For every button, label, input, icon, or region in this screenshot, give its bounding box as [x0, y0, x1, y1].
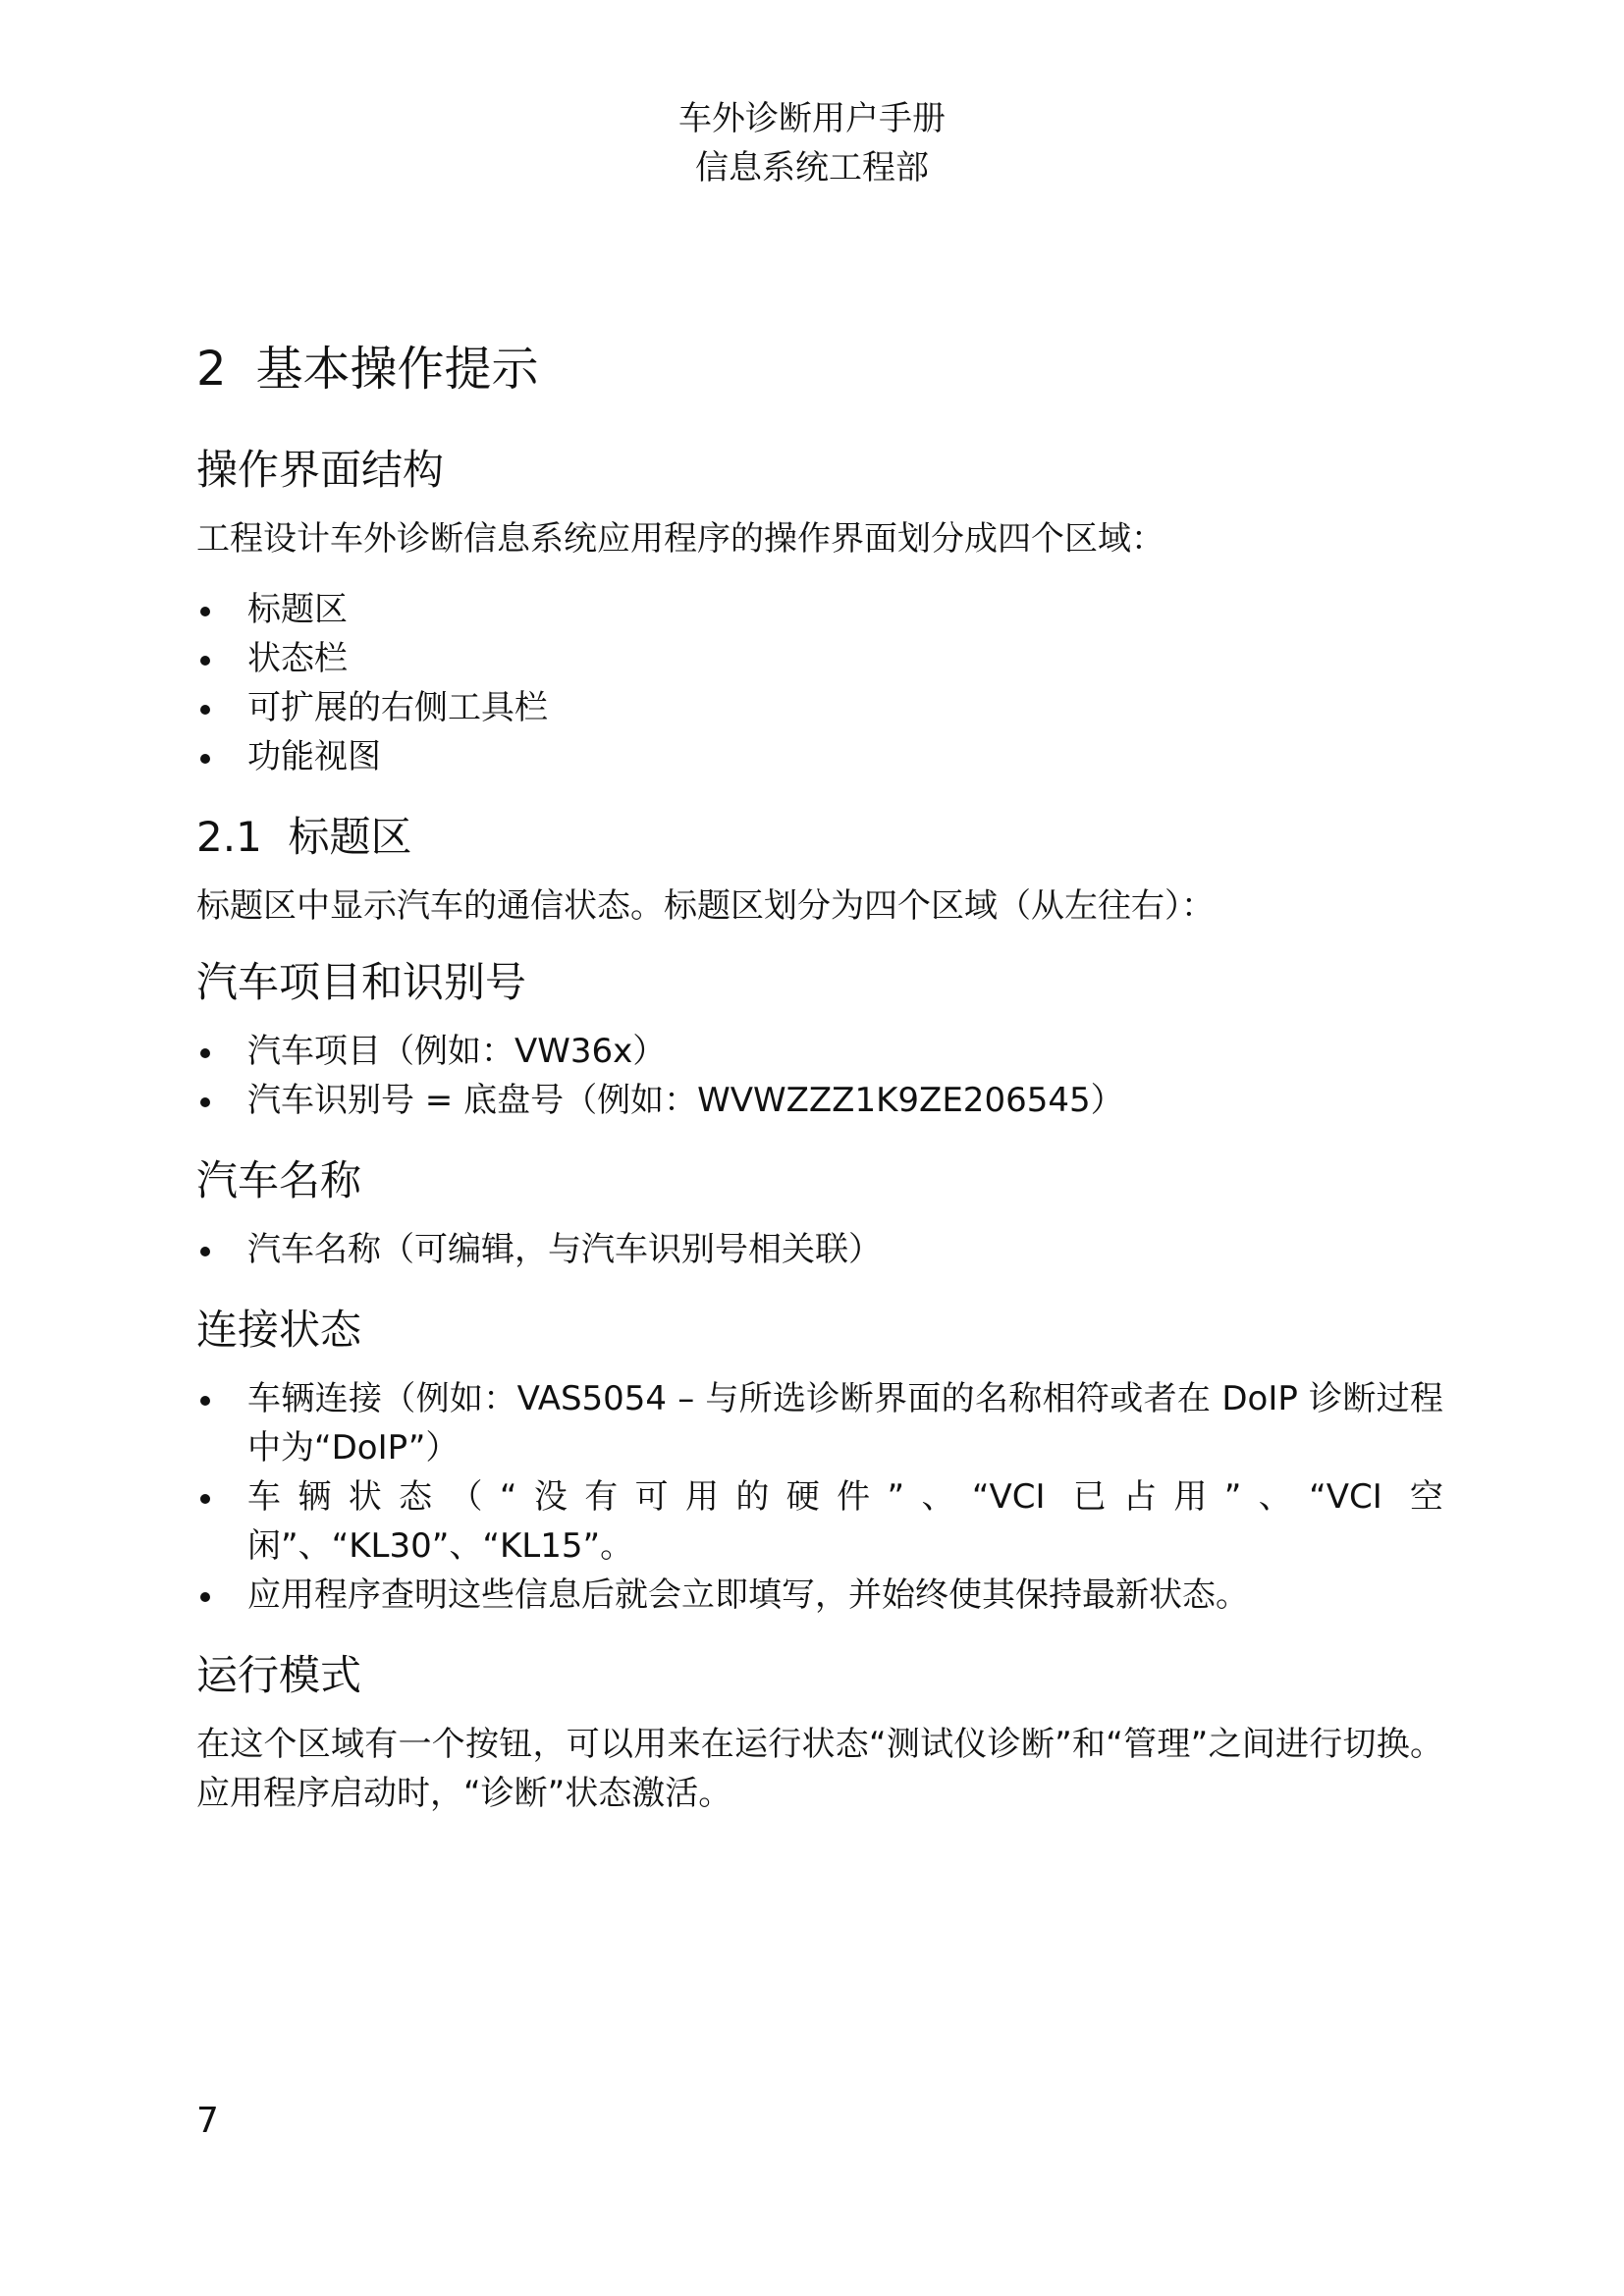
header-title: 车外诊断用户手册	[678, 99, 946, 138]
vehicle-project-list	[196, 1027, 1443, 1125]
chapter-number: 2	[196, 342, 227, 397]
list-item: 汽车项目（例如：VW36x）	[196, 1027, 1443, 1076]
header-department: 信息系统工程部	[695, 148, 929, 187]
chapter-heading	[196, 334, 1443, 404]
connection-status-heading: 连接状态	[196, 1306, 362, 1354]
chapter-title: 基本操作提示	[255, 342, 539, 397]
vehicle-project-heading: 汽车项目和识别号	[196, 958, 527, 1006]
list-item: 应用程序查明这些信息后就会立即填写，并始终使其保持最新状态。	[196, 1571, 1443, 1620]
page-number: 7	[196, 2101, 219, 2141]
list-item: 汽车名称（可编辑，与汽车识别号相关联）	[196, 1225, 1443, 1274]
connection-status-list	[196, 1374, 1443, 1620]
list-item: 状态栏	[196, 634, 1443, 683]
section-2-1-heading: 2.1 标题区	[196, 813, 412, 861]
interface-area-list	[196, 585, 1443, 781]
page-header	[0, 94, 1624, 192]
list-item: 车辆连接（例如：VAS5054 – 与所选诊断界面的名称相符或者在 DoIP 诊断过程中为“DoIP”）	[196, 1374, 1443, 1472]
list-item: 可扩展的右侧工具栏	[196, 683, 1443, 732]
run-mode-text: 在这个区域有一个按钮，可以用来在运行状态“测试仪诊断”和“管理”之间进行切换。应用程序启动时，“诊断”状态激活。	[196, 1725, 1443, 1813]
interface-structure-heading: 操作界面结构	[196, 446, 445, 494]
interface-structure-intro: 工程设计车外诊断信息系统应用程序的操作界面划分成四个区域：	[196, 519, 1164, 559]
vehicle-name-heading: 汽车名称	[196, 1156, 362, 1204]
page-content	[196, 334, 1443, 1840]
section-2-1-intro: 标题区中显示汽车的通信状态。标题区划分为四个区域（从左往右）：	[196, 886, 1215, 926]
vehicle-name-list	[196, 1225, 1443, 1274]
list-item: 功能视图	[196, 732, 1443, 781]
list-item: 标题区	[196, 585, 1443, 634]
list-item: 汽车识别号 = 底盘号（例如：WVWZZZ1K9ZE206545）	[196, 1076, 1443, 1125]
run-mode-heading: 运行模式	[196, 1651, 362, 1699]
list-item: 车辆状态（“没有可用的硬件”、“VCI 已占用”、“VCI 空闲”、“KL30”、“KL15”。	[196, 1472, 1443, 1571]
